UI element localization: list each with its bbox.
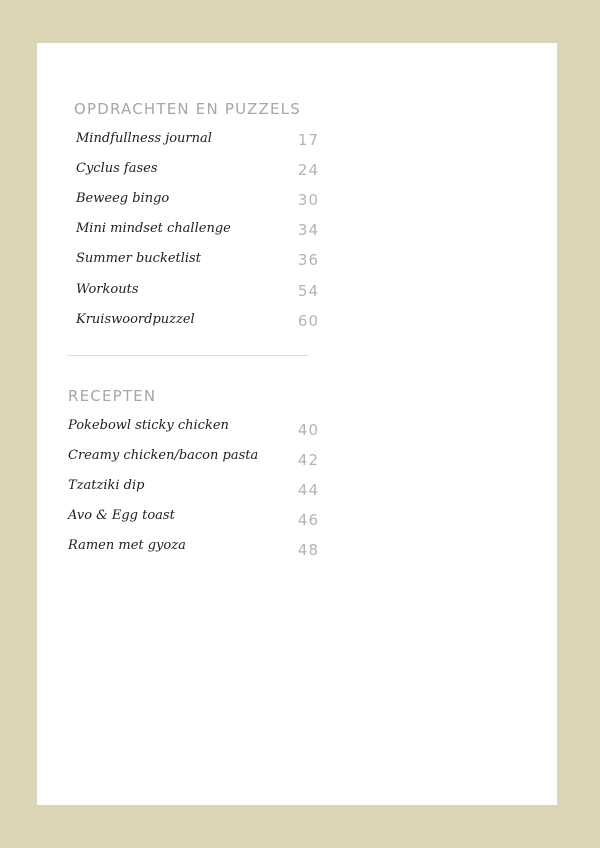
toc-entry-page: 60: [297, 312, 319, 330]
toc-entry-page: 48: [297, 541, 319, 559]
toc-entry[interactable]: [68, 538, 319, 558]
toc-entry[interactable]: [76, 221, 319, 241]
toc-entry-title: Summer bucketlist: [76, 251, 201, 266]
toc-entry-page: 30: [297, 191, 319, 209]
toc-entry-page: 46: [297, 511, 319, 529]
toc-entry-title: Cyclus fases: [76, 161, 158, 176]
toc-entry[interactable]: [76, 191, 319, 211]
toc-entry[interactable]: [68, 418, 319, 438]
toc-entry-page: 17: [297, 131, 319, 149]
toc-entry-page: 44: [297, 481, 319, 499]
toc-entry-page: 34: [297, 221, 319, 239]
toc-entry[interactable]: [68, 448, 319, 468]
toc-entry-page: 36: [297, 251, 319, 269]
toc-entry-page: 24: [297, 161, 319, 179]
toc-entry-title: Kruiswoordpuzzel: [76, 312, 195, 327]
toc-entry-title: Avo & Egg toast: [68, 508, 175, 523]
toc-entry[interactable]: [76, 282, 319, 302]
toc-entry-page: 40: [297, 421, 319, 439]
toc-entry-title: Beweeg bingo: [76, 191, 170, 206]
toc-entry-title: Mini mindset challenge: [76, 221, 231, 236]
section-heading-opdrachten: OPDRACHTEN EN PUZZELS: [74, 100, 301, 118]
toc-entry[interactable]: [76, 251, 319, 271]
toc-entry[interactable]: [76, 161, 319, 181]
toc-entry-title: Ramen met gyoza: [68, 538, 186, 553]
toc-entry-page: 42: [297, 451, 319, 469]
toc-entry-title: Mindfullness journal: [76, 131, 212, 146]
toc-entry-page: 54: [297, 282, 319, 300]
toc-entry-title: Pokebowl sticky chicken: [68, 418, 229, 433]
toc-entry[interactable]: [76, 312, 319, 332]
toc-entry-title: Creamy chicken/bacon pasta: [68, 448, 259, 463]
toc-sheet: [37, 43, 557, 805]
toc-entry[interactable]: [68, 508, 319, 528]
section-divider: [67, 355, 308, 356]
toc-entry[interactable]: [76, 131, 319, 151]
toc-entry[interactable]: [68, 478, 319, 498]
toc-entry-title: Workouts: [76, 282, 139, 297]
section-heading-recepten: RECEPTEN: [68, 387, 157, 405]
toc-entry-title: Tzatziki dip: [68, 478, 145, 493]
